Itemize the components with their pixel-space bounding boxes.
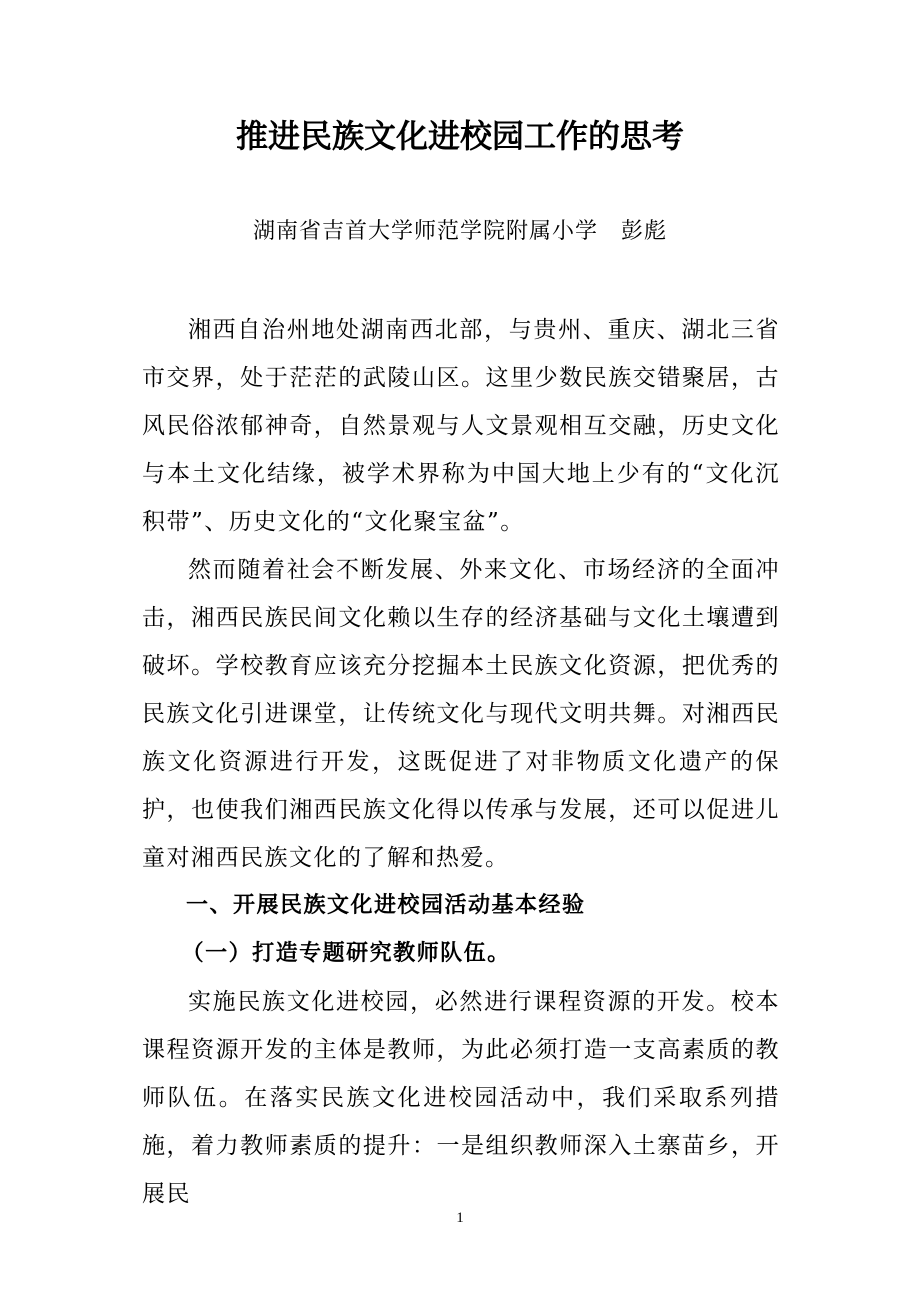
paragraph-background: 然而随着社会不断发展、外来文化、市场经济的全面冲击，湘西民族民间文化赖以生存的经济基础与文化土壤遭到破坏。学校教育应该充分挖掘本土民族文化资源，把优秀的民族文化引进课堂，让传统文化与现代文明共舞。对湘西民族文化资源进行开发，这既促进了对非物质文化遗产的保护，也使我们湘西民族文化得以传承与发展，还可以促进儿童对湘西民族文化的了解和热爱。 — [142, 557, 780, 871]
document-title: 推进民族文化进校园工作的思考 — [235, 117, 684, 155]
section-heading: 一、开展民族文化进校园活动基本经验 — [186, 893, 586, 918]
subsection-heading: （一）打造专题研究教师队伍。 — [181, 941, 511, 966]
paragraph-intro: 湘西自治州地处湖南西北部，与贵州、重庆、湖北三省市交界，处于茫茫的武陵山区。这里少数民族交错聚居，古风民俗浓郁神奇，自然景观与人文景观相互交融，历史文化与本土文化结缘，被学术界称为中国大地上少有的“文化沉积带”、历史文化的“文化聚宝盆”。 — [142, 317, 780, 535]
author-byline: 湖南省吉首大学师范学院附属小学 彭彪 — [252, 219, 667, 244]
paragraph-teachers: 实施民族文化进校园，必然进行课程资源的开发。校本课程资源开发的主体是教师，为此必须打造一支高素质的教师队伍。在落实民族文化进校园活动中，我们采取系列措施，着力教师素质的提升：一是组织教师深入土寨苗乡，开展民 — [142, 989, 780, 1207]
page-number: 1 — [456, 1210, 464, 1226]
document-body — [142, 306, 780, 1218]
